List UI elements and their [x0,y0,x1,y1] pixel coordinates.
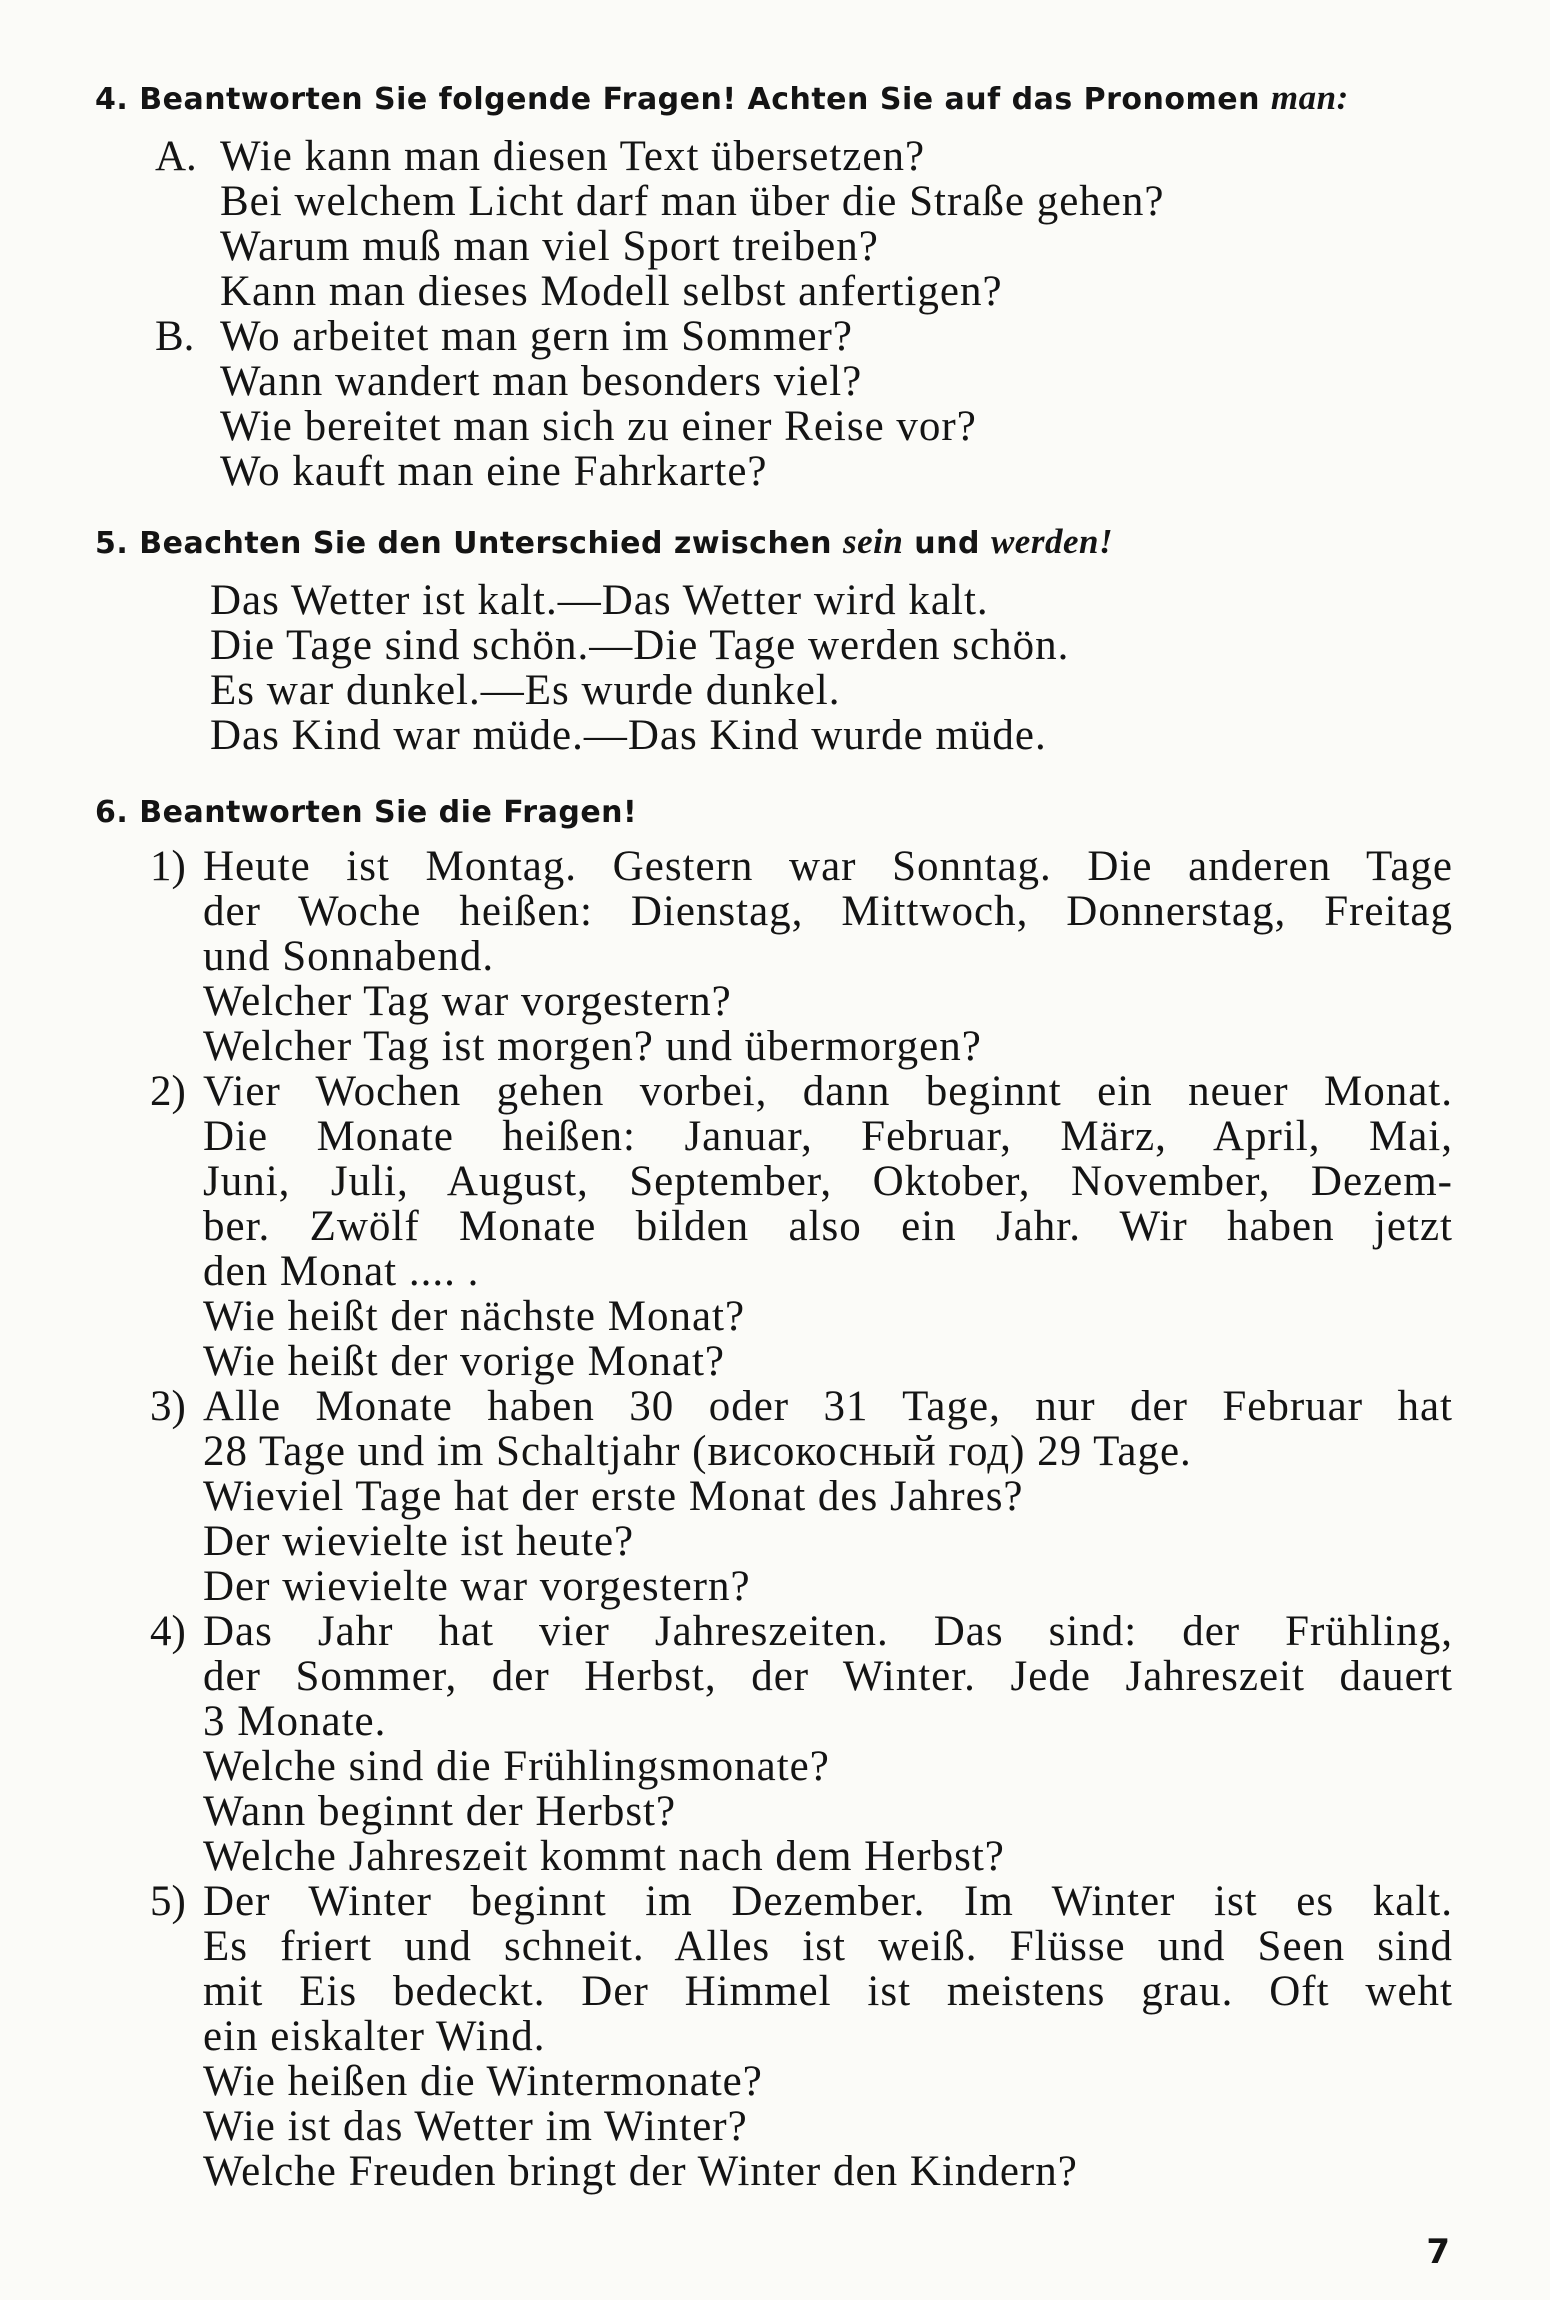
item-line: Welche Freuden bringt der Winter den Kindern? [203,2148,1078,2195]
item-line: Wie heißen die Wintermonate? [203,2058,763,2105]
exercise-instruction-emphasis: sein [842,522,904,561]
item-line: Das Jahr hat vier Jahreszeiten. Das sind: der Frühling, [203,1608,1453,1655]
question-line: Wo arbeitet man gern im Sommer? [220,313,853,360]
exercise-number: 6. [95,795,129,830]
item-line: Welcher Tag ist morgen? und übermorgen? [203,1023,982,1070]
item-line: Juni, Juli, August, September, Oktober, November, Dezem- [203,1158,1453,1205]
exercise-4-heading [95,78,1349,118]
exercise-instruction-connector: und [914,526,980,561]
item-line: Der wievielte ist heute? [203,1518,635,1565]
example-line: Das Kind war müde.—Das Kind wurde müde. [210,712,1047,759]
question-line: Bei welchem Licht darf man über die Straße gehen? [220,178,1165,225]
item-label: 3) [150,1383,186,1430]
example-line: Die Tage sind schön.—Die Tage werden schön. [210,622,1070,669]
item-line: der Woche heißen: Dienstag, Mittwoch, Donnerstag, Freitag [203,888,1453,935]
item-line: Es friert und schneit. Alles ist weiß. Flüsse und Seen sind [203,1923,1453,1970]
item-line: Wieviel Tage hat der erste Monat des Jahres? [203,1473,1024,1520]
item-line: ein eiskalter Wind. [203,2013,546,2060]
exercise-instruction: Beantworten Sie die Fragen! [139,795,638,830]
item-label: 4) [150,1608,186,1655]
item-label: 1) [150,843,186,890]
question-line: Kann man dieses Modell selbst anfertigen? [220,268,1003,315]
question-line: Wo kauft man eine Fahrkarte? [220,448,768,495]
group-b-label: B. [155,313,195,360]
question-line: Wie bereitet man sich zu einer Reise vor? [220,403,977,450]
item-line: Wie heißt der vorige Monat? [203,1338,725,1385]
item-line: Welche Jahreszeit kommt nach dem Herbst? [203,1833,1005,1880]
item-line: mit Eis bedeckt. Der Himmel ist meistens grau. Oft weht [203,1968,1453,2015]
exercise-6-heading [95,795,637,830]
item-line: 28 Tage und im Schaltjahr (високосный год) 29 Tage. [203,1428,1192,1475]
question-line: Wie kann man diesen Text übersetzen? [220,133,926,180]
item-line: Der Winter beginnt im Dezember. Im Winter ist es kalt. [203,1878,1453,1925]
exercise-instruction: Beachten Sie den Unterschied zwischen [139,526,833,561]
group-a-label: A. [155,133,197,180]
item-line: und Sonnabend. [203,933,495,980]
item-line: Alle Monate haben 30 oder 31 Tage, nur der Februar hat [203,1383,1453,1430]
item-line: Welcher Tag war vorgestern? [203,978,732,1025]
item-line: Der wievielte war vorgestern? [203,1563,751,1610]
item-line: Wie heißt der nächste Monat? [203,1293,746,1340]
item-line: ber. Zwölf Monate bilden also ein Jahr. Wir haben jetzt [203,1203,1453,1250]
question-line: Warum muß man viel Sport treiben? [220,223,879,270]
item-line: Heute ist Montag. Gestern war Sonntag. Die anderen Tage [203,843,1453,890]
exercise-5-heading [95,522,1113,562]
item-line: Welche sind die Frühlingsmonate? [203,1743,830,1790]
question-line: Wann wandert man besonders viel? [220,358,863,405]
item-line: Wie ist das Wetter im Winter? [203,2103,748,2150]
item-line: Wann beginnt der Herbst? [203,1788,677,1835]
item-line: den Monat .... . [203,1248,480,1295]
item-label: 2) [150,1068,186,1115]
exercise-instruction: Beantworten Sie folgende Fragen! Achten Sie auf das Pronomen [139,82,1260,117]
exercise-instruction-emphasis: man: [1270,78,1349,117]
item-line: 3 Monate. [203,1698,387,1745]
item-line: Die Monate heißen: Januar, Februar, März, April, Mai, [203,1113,1453,1160]
exercise-instruction-emphasis: werden! [990,522,1114,561]
page-number: 7 [1426,2232,1450,2272]
item-line: der Sommer, der Herbst, der Winter. Jede Jahreszeit dauert [203,1653,1453,1700]
example-line: Das Wetter ist kalt.—Das Wetter wird kalt. [210,577,989,624]
item-line: Vier Wochen gehen vorbei, dann beginnt ein neuer Monat. [203,1068,1453,1115]
example-line: Es war dunkel.—Es wurde dunkel. [210,667,841,714]
item-label: 5) [150,1878,186,1925]
exercise-number: 4. [95,82,129,117]
exercise-number: 5. [95,526,129,561]
